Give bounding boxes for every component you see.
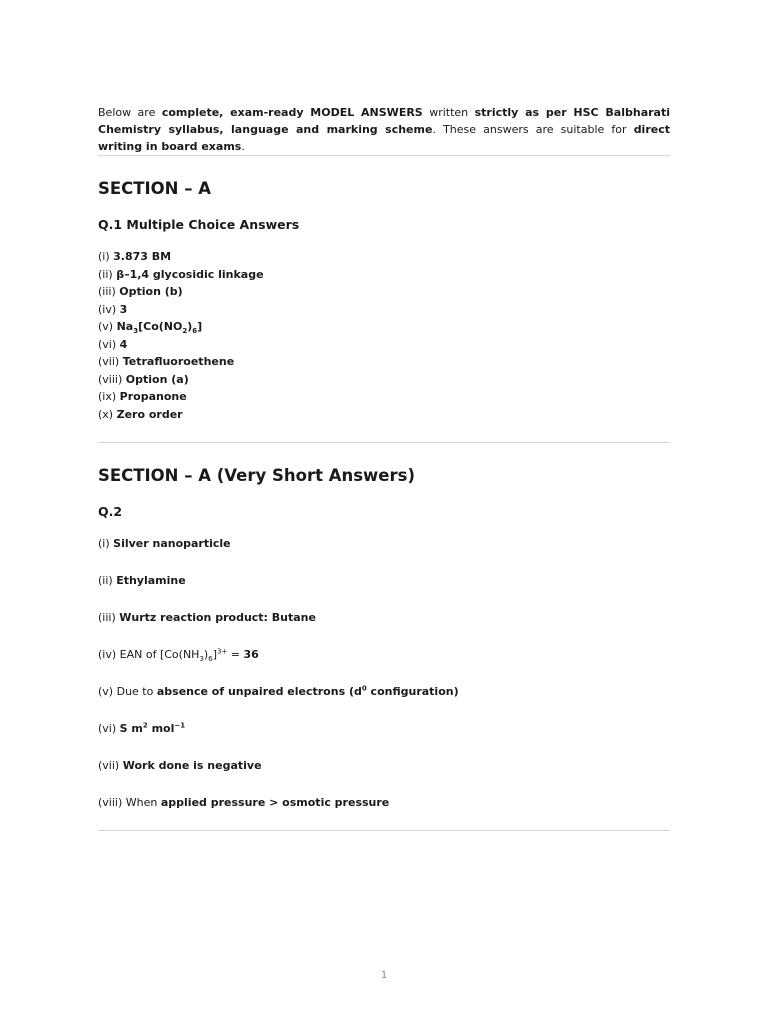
list-item <box>98 572 670 589</box>
item-answer: Option (b) <box>119 285 183 298</box>
item-answer: Option (a) <box>125 372 189 386</box>
item-answer: Tetrafluoroethene <box>122 355 235 368</box>
list-item <box>98 371 670 389</box>
item-number: (iii) <box>98 611 116 624</box>
superscript: 3+ <box>216 647 228 656</box>
intro-bold-2: strictly as per HSC Balbharati Chemistry syllabus, language and marking scheme <box>98 106 670 136</box>
item-number: (x) <box>98 407 114 421</box>
item-answer: β–1,4 glycosidic linkage <box>116 267 264 281</box>
formula-part: ) <box>187 320 193 333</box>
q2-title: Q.2 <box>98 504 123 519</box>
intro-text-4: . <box>241 140 245 153</box>
answer-part: S m <box>119 722 143 735</box>
list-item <box>98 609 670 626</box>
formula-part: EAN of [Co(NH <box>119 648 200 661</box>
item-number: (v) <box>98 685 114 698</box>
item-number: (viii) <box>98 372 123 386</box>
item-number: (i) <box>98 537 110 550</box>
section-a-vsa-title: SECTION – A (Very Short Answers) <box>98 466 415 485</box>
item-number: (ii) <box>98 574 113 587</box>
list-item <box>98 336 670 354</box>
subscript: 3 <box>199 655 204 664</box>
answer-part: mol <box>147 722 175 735</box>
mcq-answer-list <box>98 248 670 423</box>
item-answer: Ethylamine <box>116 574 186 587</box>
list-item <box>98 757 670 774</box>
item-text: When <box>125 796 161 809</box>
item-text: Due to <box>116 685 157 698</box>
subscript: 6 <box>192 327 198 336</box>
subscript: 2 <box>182 327 188 336</box>
formula-part: ) <box>203 648 209 661</box>
item-answer: Propanone <box>119 390 187 403</box>
list-item <box>98 646 670 663</box>
q1-title: Q.1 Multiple Choice Answers <box>98 217 300 232</box>
item-number: (ix) <box>98 390 117 403</box>
formula-part: Na <box>116 320 134 333</box>
item-number: (ii) <box>98 267 113 281</box>
formula-part: ] <box>212 648 217 661</box>
list-item <box>98 388 670 406</box>
vsa-answer-list <box>98 535 670 811</box>
item-answer: Work done is negative <box>122 759 262 772</box>
section-a-title: SECTION – A <box>98 179 212 198</box>
item-answer <box>116 320 203 336</box>
list-item <box>98 794 670 811</box>
superscript: −1 <box>174 721 186 730</box>
intro-paragraph <box>98 104 670 155</box>
divider <box>98 442 670 443</box>
item-number: (iii) <box>98 285 116 298</box>
subscript: 3 <box>133 327 139 336</box>
document-page <box>98 104 670 831</box>
item-answer: 4 <box>119 337 128 351</box>
item-number: (viii) <box>98 796 123 809</box>
item-answer: 3.873 BM <box>113 250 172 263</box>
list-item <box>98 248 670 266</box>
formula-part: ] <box>197 320 203 333</box>
intro-text-1: Below are <box>98 106 162 119</box>
item-answer <box>157 685 459 698</box>
list-item <box>98 353 670 371</box>
item-answer: 3 <box>119 302 128 316</box>
superscript: 0 <box>361 684 367 693</box>
item-number: (vii) <box>98 759 120 772</box>
intro-text-2: written <box>422 106 475 119</box>
list-item <box>98 318 670 336</box>
answer-part: configuration) <box>366 685 459 698</box>
list-item <box>98 406 670 424</box>
item-answer: applied pressure > osmotic pressure <box>160 796 390 809</box>
item-number: (i) <box>98 250 110 263</box>
intro-text-3: . These answers are suitable for <box>432 123 634 136</box>
item-answer: Wurtz reaction product: Butane <box>119 611 316 624</box>
item-number: (v) <box>98 320 114 333</box>
item-answer: Zero order <box>116 407 183 421</box>
item-number: (vi) <box>98 722 117 735</box>
superscript: 2 <box>142 721 148 730</box>
formula-part: = <box>227 648 244 661</box>
list-item <box>98 720 670 737</box>
list-item <box>98 266 670 284</box>
item-answer: 36 <box>243 648 259 661</box>
divider <box>98 830 670 831</box>
list-item <box>98 283 670 301</box>
item-number: (iv) <box>98 648 117 661</box>
item-answer: Silver nanoparticle <box>113 537 231 550</box>
answer-part: absence of unpaired electrons (d <box>156 685 362 698</box>
list-item <box>98 535 670 552</box>
item-answer <box>120 722 185 735</box>
item-number: (vi) <box>98 337 117 351</box>
intro-bold-3: direct writing in board exams <box>98 123 670 153</box>
subscript: 6 <box>208 655 213 664</box>
list-item <box>98 683 670 700</box>
item-number: (vii) <box>98 355 120 368</box>
divider <box>98 155 670 156</box>
list-item <box>98 301 670 319</box>
item-number: (iv) <box>98 302 117 316</box>
page-number: 1 <box>380 970 388 981</box>
formula-part: [Co(NO <box>138 320 183 333</box>
intro-bold-1: complete, exam-ready MODEL ANSWERS <box>161 106 423 119</box>
